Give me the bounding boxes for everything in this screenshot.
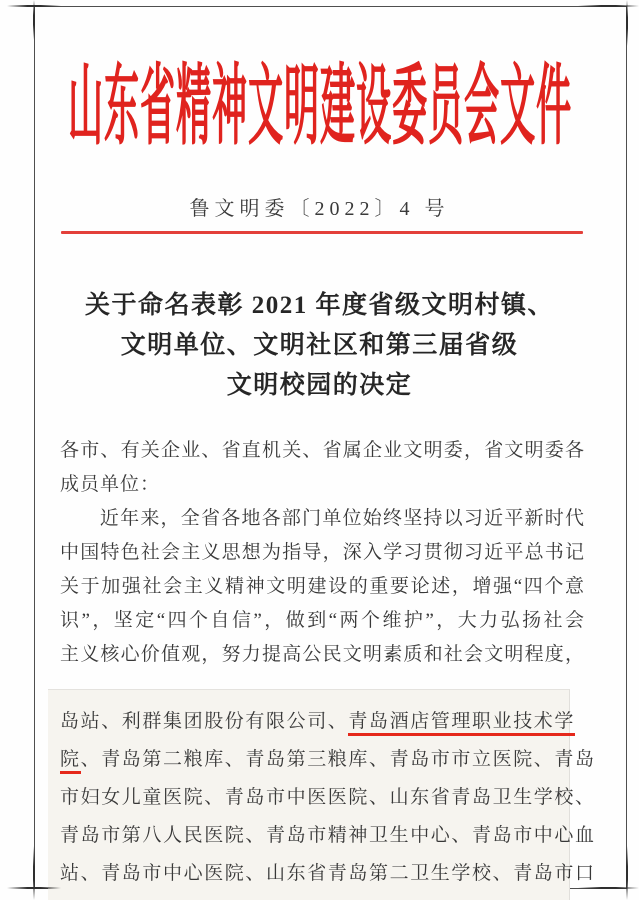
corner-mark [33,0,35,40]
body-line: 近年来，全省各地各部门单位始终坚持以习近平新时代 [99,508,585,529]
list-line [60,855,596,893]
issuing-authority-title: 山东省精神文明建设委员会文件 [67,58,572,156]
honoree-list [60,703,596,893]
list-text: 、青岛第二粮库、青岛第三粮库、青岛市市立医院、青岛 [80,749,596,770]
corner-mark [33,846,35,900]
list-text: 岛站、利群集团股份有限公司、 [60,711,349,732]
list-line [60,817,596,855]
underlined-text: 院 [60,749,81,774]
list-line [60,741,596,779]
corner-mark [626,846,628,900]
document-title-line: 文明校园的决定 [226,372,413,399]
document-title [40,286,599,406]
corner-mark [578,5,639,7]
body-line: 识”，坚定“四个自信”，做到“两个维护”，大力弘扬社会 [60,610,585,631]
list-text: 站、青岛市中心医院、山东省青岛第二卫生学校、青岛市口 [60,863,596,884]
document-body [60,434,585,672]
red-separator-line [61,231,583,234]
document-number: 鲁文明委〔2022〕4 号 [189,198,450,220]
list-line [60,779,596,817]
red-header-banner [0,48,639,156]
corner-mark [626,0,628,46]
list-line [60,703,576,741]
document-title-line: 文明单位、文明社区和第三届省级 [120,332,519,359]
list-text: 市妇女儿童医院、青岛市中医医院、山东省青岛卫生学校、 [60,787,596,808]
body-line: 中国特色社会主义思想为指导，深入学习贯彻习近平总书记 [60,542,585,563]
body-line: 各市、有关企业、省直机关、省属企业文明委，省文明委各 [60,440,585,461]
body-line: 成员单位： [60,474,161,495]
underlined-text: 青岛酒店管理职业技术学 [348,711,575,736]
list-text: 青岛市第八人民医院、青岛市精神卫生中心、青岛市中心血 [60,825,596,846]
document-title-line: 关于命名表彰 2021 年度省级文明村镇、 [84,292,554,319]
corner-mark [578,887,639,889]
body-line: 主义核心价值观，努力提高公民文明素质和社会文明程度， [60,644,585,665]
body-line: 关于加强社会主义精神文明建设的重要论述，增强“四个意 [60,576,585,597]
